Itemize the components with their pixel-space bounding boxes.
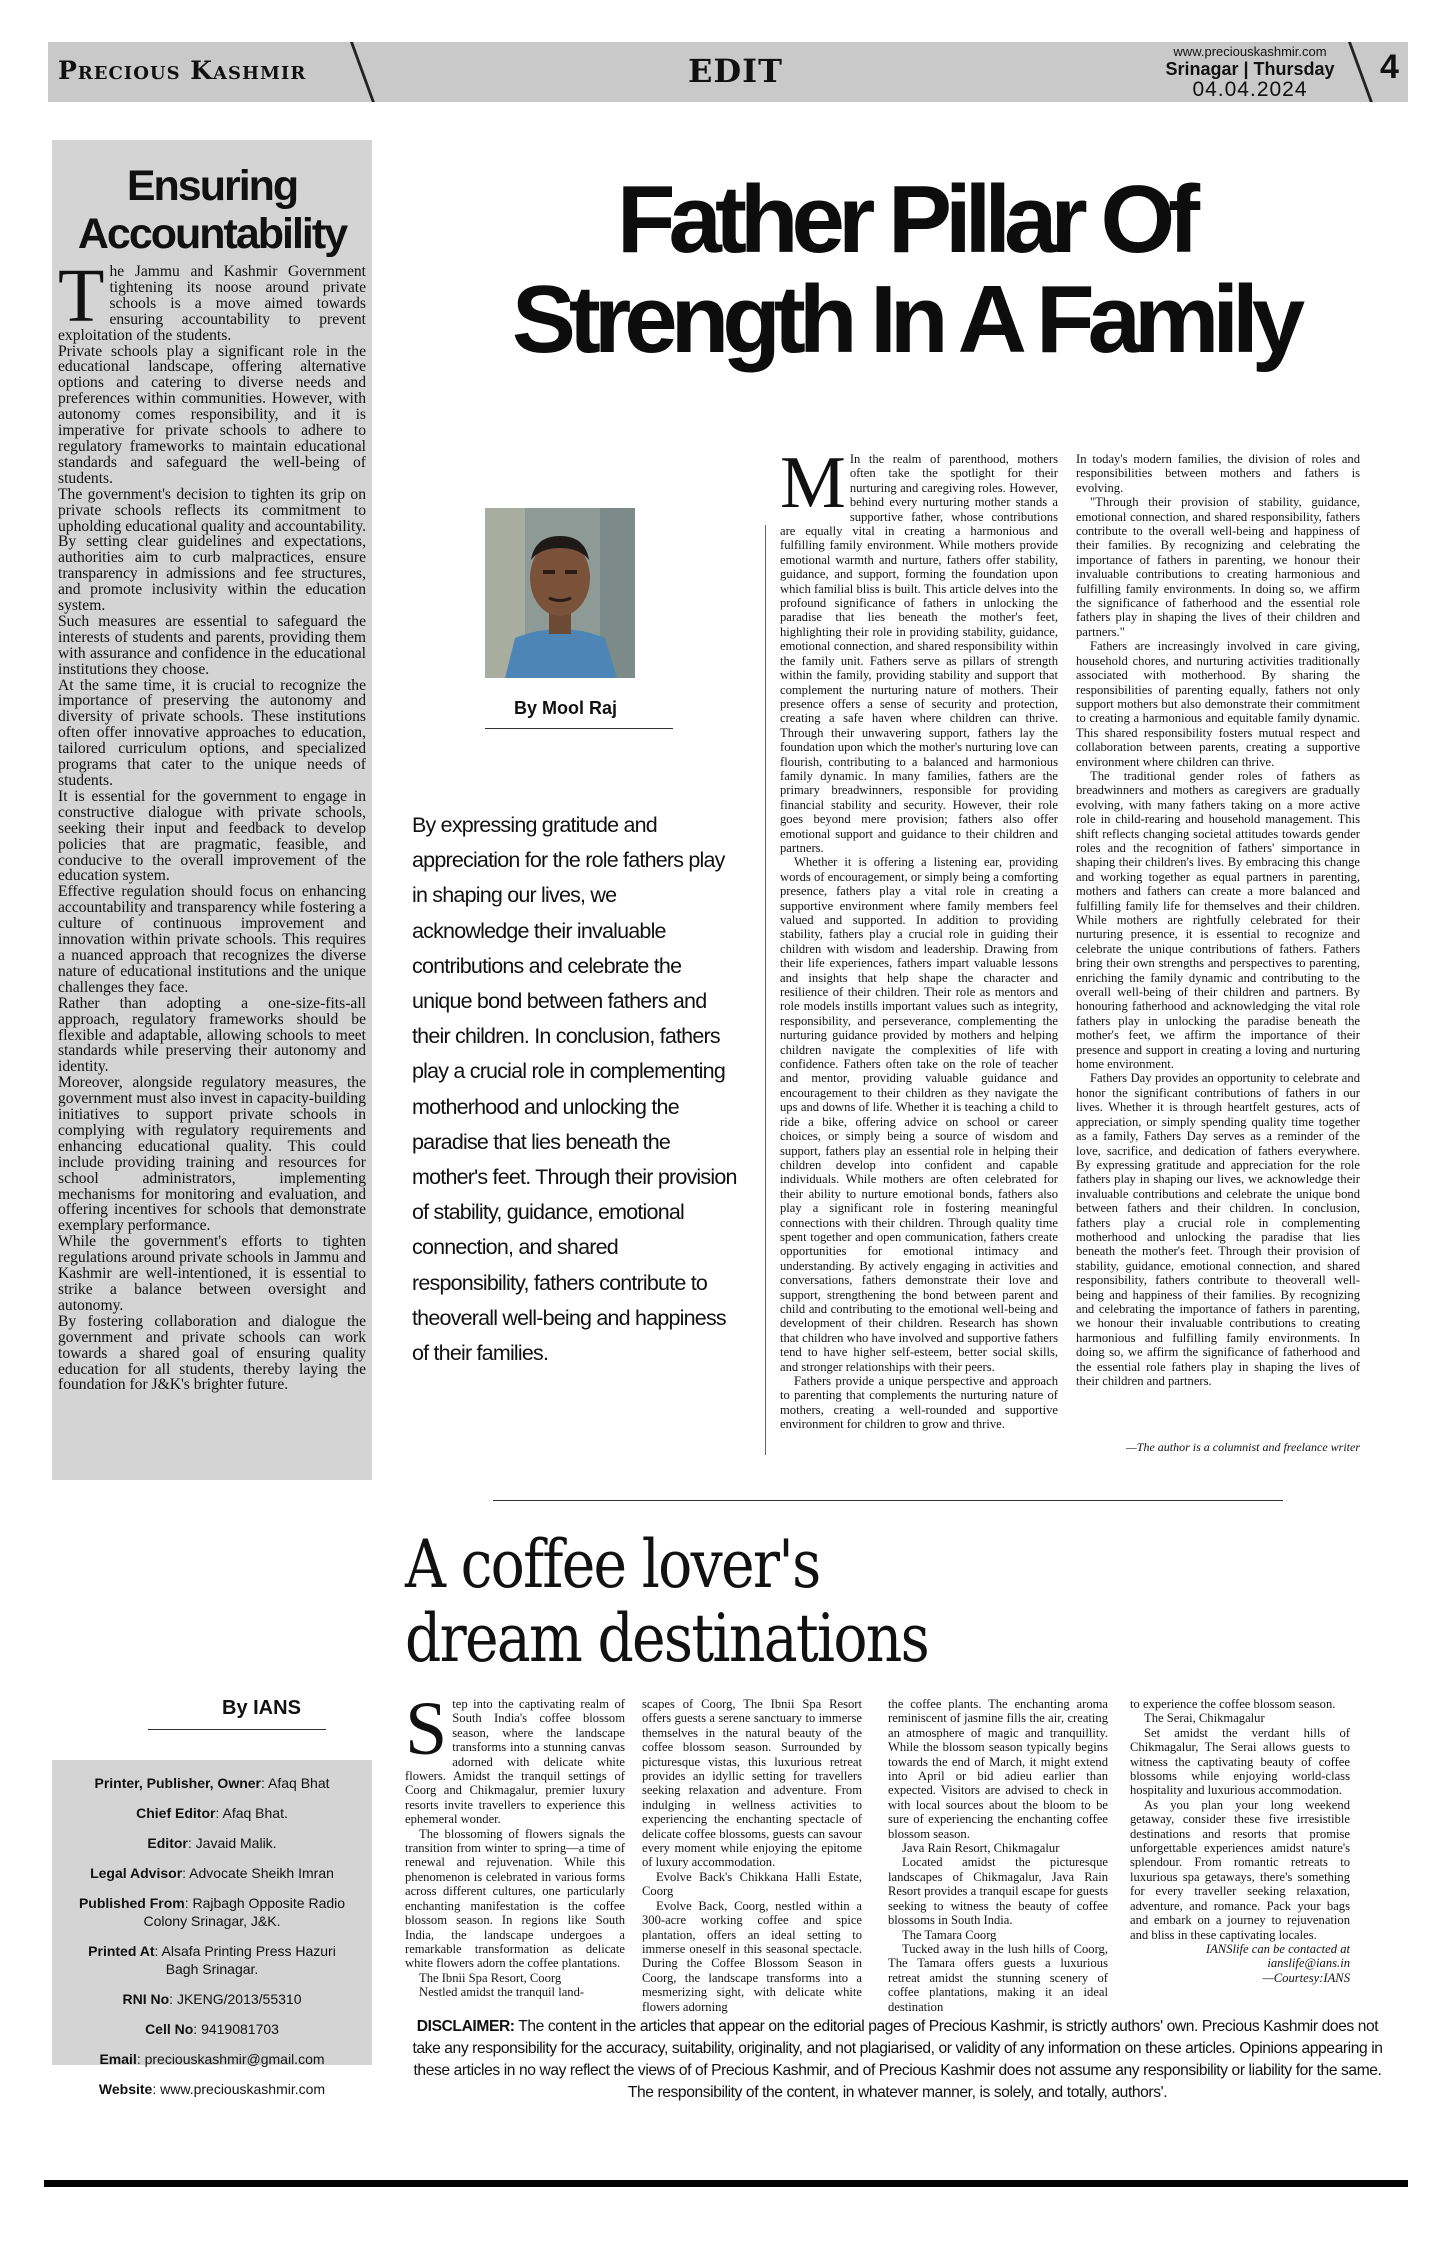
edition-info bbox=[1140, 42, 1360, 101]
editorial-paragraph: By fostering collaboration and dialogue the government and private schools can work towards a shared goal of ensuring quality education for all students, thereby laying the foundation for J&K's brighter future. bbox=[58, 1312, 366, 1394]
editorial-paragraph: While the government's efforts to tighten regulations around private schools in Jammu and Kashmir are well-intentioned, it is essential to strike a balance between oversight and autonomy. bbox=[58, 1233, 366, 1314]
coffee-subhead: Java Rain Resort, Chikmagalur bbox=[902, 1841, 1060, 1856]
author-portrait-icon bbox=[485, 508, 635, 678]
article-paragraph: The traditional gender roles of fathers as breadwinners and mothers as caregivers are gradually evolving, with many fathers taking on a more active role in child-rearing and household management. This shift reflects changing societal attitudes towards gender roles and the recognition of fathers' simportance in shaping their children's lives. By embracing this change and working together as equal partners in parenting, mothers and fathers can create a more balanced and fulfilling family life for themselves and their children. While mothers are rightfully celebrated for their nurturing presence, it is essential to recognize and celebrate the unique contributions of fathers. Fathers bring their own strengths and perspectives to parenting, enriching the family dynamic and contributing to the overall well-being of their children and partners. By honouring fatherhood and acknowledging the vital role fathers play in unlocking the paradise beneath the mother's feet, we affirm the importance of their presence and support in creating a loving and nurturing home environment. bbox=[1076, 768, 1360, 1072]
coffee-dropcap: S bbox=[405, 1687, 448, 1771]
article-paragraph: Fathers provide a unique perspective and approach to parenting that complements the nurturing nature of mothers, creating a well-rounded and supportive environment for children to grow and thrive. bbox=[780, 1374, 1058, 1432]
article-paragraph: M In the realm of parenthood, mothers often take the spotlight for their nurturing and caregiving roles. However, behind every nurturing mother stands a supportive father, whose contributions are equally vital in creating a harmonious and fulfilling family environment. While mothers provide emotional warmth and nurture, fathers offer stability, guidance, and support, forming the foundation upon which familial bliss is built. This article delves into the profound significance of fathers in unlocking the paradise that lies beneath the mother's feet, highlighting their role in providing stability, guidance, emotional connection, and shared responsibility within the family unit. Fathers serve as pillars of strength within the family, providing stability and support that complement the nurturing nature of mothers. Their presence offers a sense of security and protection, creating a safe haven where children can thrive. Through their unwavering support, fathers lay the foundation upon which the mother's nurturing love can flourish, contributing to a balanced and harmonious family dynamic. In many families, fathers are the primary breadwinners, responsible for providing financial stability and security. However, their role goes beyond mere provision; fathers also offer emotional support and guidance to their children and partners. bbox=[780, 442, 1058, 855]
article-paragraph: In today's modern families, the division of roles and responsibilities between mothers and fathers is evolving. bbox=[1076, 452, 1360, 495]
coffee-paragraph: The blossoming of flowers signals the transition from winter to spring—a time of renewal and rejuvenation. While this phenomenon is celebrated in various forms across different cultures, one particularly enchanting manifestation is the coffee blossom season. In regions like South India, the landscape undergoes a remarkable transformation as delicate white flowers adorn the coffee plantations. bbox=[405, 1826, 625, 1971]
coffee-paragraph: the coffee plants. The enchanting aroma reminiscent of jasmine fills the air, creating an atmosphere of magic and tranquillity. While the blossom season typically begins towards the end of March, it might extend into April or bid adieu earlier than expected. Visitors are advised to check in with local sources about the bloom to be sure of experiencing the enchanting coffee blossom season. bbox=[888, 1697, 1108, 1841]
coffee-column-3 bbox=[888, 1697, 1108, 2014]
imprint-box bbox=[52, 1760, 372, 2097]
disclaimer-label: DISCLAIMER: bbox=[416, 2018, 515, 2035]
editorial-paragraph: Moreover, alongside regulatory measures, the government must also invest in capacity-building initiatives to support private schools in complying with regulatory requirements and enhancing educational quality. This could include providing training and resources for school administrators, implementing mechanisms for monitoring and evaluation, and offering incentives for schools that demonstrate exemplary performance. bbox=[58, 1074, 366, 1235]
editorial-body bbox=[58, 254, 366, 1394]
coffee-courtesy: —Courtesy:IANS bbox=[1262, 1970, 1350, 1985]
section-label: EDIT bbox=[688, 52, 783, 90]
coffee-paragraph: scapes of Coorg, The Ibnii Spa Resort offers guests a serene sanctuary to immerse themselves in the natural beauty of the coffee blossom season. Surrounded by picturesque vistas, this luxurious retreat provides an idyllic setting for travellers seeking relaxation and adventure. From indulging in wellness activities to experiencing the enchanting spectacle of delicate coffee blossoms, guests can savour every moment while enjoying the epitome of luxury accommodation. bbox=[642, 1697, 862, 1870]
editorial-paragraph: It is essential for the government to engage in constructive dialogue with private schools, seeking their input and feedback to develop policies that are pragmatic, feasible, and conducive to the overall improvement of the education system. bbox=[58, 787, 366, 885]
coffee-headline bbox=[405, 1528, 1179, 1676]
editorial-paragraph: At the same time, it is crucial to recognize the importance of preserving the autonomy and diversity of private schools. These institutions often offer innovative approaches to education, tailored curriculum options, and specialized programs that cater to the unique needs of students. bbox=[58, 676, 366, 789]
imprint-row: Printer, Publisher, Owner: Afaq Bhat bbox=[94, 1775, 330, 1791]
page-number: 4 bbox=[1380, 48, 1399, 86]
main-article-column-2 bbox=[1076, 452, 1360, 1436]
coffee-subhead: The Tamara Coorg bbox=[902, 1927, 997, 1942]
article-quote-paragraph: "Through their provision of stability, guidance, emotional connection, and shared responsibility, fathers contribute to the overall well-being and happiness of their families. By recognizing and celebrating the importance of fathers in parenting, we honour their invaluable contributions to creating harmonious and fulfilling family environments. In doing so, we affirm the significance of fatherhood and the essential role fathers play in shaping the lives of their children and partners." bbox=[1076, 495, 1360, 639]
editorial-paragraph: Private schools play a significant role in the educational landscape, offering alternative options and catering to diverse needs and preferences within communities. However, with autonomy comes responsibility, and it is imperative for private schools to adhere to regulatory frameworks to maintain educational standards and safeguard the well-being of students. bbox=[58, 342, 366, 487]
coffee-subhead: Evolve Back's Chikkana Halli Estate, Coorg bbox=[642, 1869, 862, 1899]
coffee-paragraph: Set amidst the verdant hills of Chikmagalur, The Serai allows guests to witness the captivating beauty of coffee blossoms while enjoying world-class hospitality and luxurious accommodation. bbox=[1130, 1725, 1350, 1798]
main-byline: By Mool Raj bbox=[514, 698, 618, 718]
imprint-row: Legal Advisor: Advocate Sheikh Imran bbox=[90, 1865, 334, 1881]
imprint-row: RNI No: JKENG/2013/55310 bbox=[122, 1991, 302, 2007]
article-paragraph: Whether it is offering a listening ear, providing words of encouragement, or simply being a comforting presence, fathers play a vital role in creating a supportive environment where family members feel valued and supported. In addition to providing stability, fathers play a crucial role in guiding their children with wisdom and leadership. Drawing from their life experiences, fathers impart valuable lessons and insights that help shape the character and resilience of their children. Their role as mentors and role models instills important values such as integrity, responsibility, and perseverance, complementing the nurturing guidance provided by mothers and helping children navigate the complexities of life with confidence. Fathers often take on the role of teacher and mentor, providing valuable guidance and encouragement to their children as they navigate the ups and downs of life. Whether it is teaching a child to ride a bike, offering advice on school or career choices, or simply being a source of wisdom and support, fathers play an essential role in helping their children develop into confident and capable individuals. While mothers are often celebrated for their ability to nurture emotional bonds, fathers also play a significant role in fostering meaningful connections with their children. Through quality time spent together and open communication, fathers create opportunities for emotional intimacy and understanding. By actively engaging in activities and conversations, fathers demonstrate their love and support, strengthening the bond between parent and child and contributing to the emotional well-being and development of their children. Research has shown that children who have involved and supportive fathers tend to have higher self-esteem, better social skills, and stronger relationships with their peers. bbox=[780, 855, 1058, 1374]
disclaimer bbox=[405, 2016, 1390, 2104]
main-headline bbox=[405, 166, 1405, 373]
coffee-headline-line-1: A coffee lover's bbox=[405, 1526, 820, 1603]
coffee-paragraph: Located amidst the picturesque landscapes of Chikmagalur, Java Rain Resort provides a tranquil escape for guests seeking to witness the beauty of coffee blossoms in South India. bbox=[888, 1855, 1108, 1928]
editorial-dropcap: T bbox=[58, 254, 105, 338]
pull-quote: By expressing gratitude and appreciation for the role fathers play in shaping our lives, we acknowledge their invaluable contributions and celebrate the unique bond between fathers and their children. In conclusion, fathers play a crucial role in complementing motherhood and unlocking the paradise that lies beneath the mother's feet. Through their provision of stability, guidance, emotional connection, and shared responsibility, fathers contribute to theoverall well-being and happiness of their families. bbox=[412, 813, 737, 1366]
coffee-paragraph: Step into the captivating realm of South India's coffee blossom season, where the landscape transforms into a stunning canvas adorned with delicate white flowers. Amidst the tranquil settings of Coorg and Chikmagalur, premier luxury resorts invite travellers to experience this ephemeral wonder. bbox=[405, 1687, 625, 1827]
column-divider bbox=[765, 525, 766, 1455]
section-rule bbox=[493, 1500, 1283, 1501]
city-day: Srinagar | Thursday bbox=[1165, 59, 1335, 79]
editorial-paragraph: Effective regulation should focus on enhancing accountability and transparency while fostering a culture of continuous improvement and innovation within private schools. This requires a nuanced approach that recognizes the diverse nature of educational institutions and the unique challenges they face. bbox=[58, 883, 366, 996]
imprint-row: Email: preciouskashmir@gmail.com bbox=[99, 2051, 325, 2067]
coffee-paragraph: to experience the coffee blossom season. bbox=[1130, 1697, 1336, 1711]
article-paragraph: Fathers are increasingly involved in care giving, household chores, and nurturing activities traditionally associated with motherhood. By sharing the responsibilities of parenting equally, fathers not only support mothers but also demonstrate their commitment to creating a harmonious and equitable family dynamic. This shared responsibility fosters mutual respect and collaboration between parents, creating a supportive environment where children can thrive. bbox=[1076, 639, 1360, 769]
page-header bbox=[48, 42, 1408, 102]
disclaimer-text: The content in the articles that appear on the editorial pages of Precious Kashmir, is strictly authors' own. Precious Kashmir does not take any responsibility for the accuracy, suitability, originality, and not plagiarised, or validity of any information on these articles. Opinions appearing in these articles in no way reflect the views of of Precious Kashmir, and of Precious Kashmir does not assume any responsibility or liability for the same. The responsibility of the content, in whatever manner, is solely, and totally, authors'. bbox=[412, 2018, 1383, 2101]
coffee-column-2 bbox=[642, 1697, 862, 2014]
coffee-paragraph: Tucked away in the lush hills of Coorg, The Tamara offers guests a luxurious retreat amidst the stunning scenery of coffee plantations, making it an ideal destination bbox=[888, 1941, 1108, 2014]
issue-date: 04.04.2024 bbox=[1192, 78, 1308, 101]
editorial-title: Ensuring Accountability bbox=[77, 162, 347, 258]
coffee-paragraph: Nestled amidst the tranquil land- bbox=[419, 1985, 585, 2000]
headline-line-1: Father Pillar Of bbox=[616, 166, 1194, 273]
coffee-byline: By IANS bbox=[222, 1697, 301, 1719]
masthead-divider bbox=[350, 42, 375, 102]
editorial-paragraph: The Jammu and Kashmir Government tightening its noose around private schools is a move aimed towards ensuring accountability to prevent exploitation of the students. bbox=[58, 254, 366, 344]
coffee-subhead: The Serai, Chikmagalur bbox=[1144, 1711, 1265, 1726]
editorial-paragraph: The government's decision to tighten its grip on private schools reflects its commitment to upholding educational quality and accountability. By setting clear guidelines and expectations, authorities aim to curb malpractices, ensure transparency in admissions and fee structures, and promote inclusivity within the education system. bbox=[58, 485, 366, 615]
author-photo bbox=[485, 508, 635, 678]
imprint-row: Website: www.preciouskashmir.com bbox=[98, 2081, 326, 2097]
author-note: —The author is a columnist and freelance writer bbox=[1126, 1440, 1360, 1454]
coffee-paragraph: Evolve Back, Coorg, nestled within a 300-acre working coffee and spice plantation, offers an ideal setting to immerse oneself in this seasonal spectacle. During the Coffee Blossom Season in Coorg, the landscape transforms into a mesmerizing sight, with delicate white flowers adorning bbox=[642, 1898, 862, 2014]
coffee-contact: IANSlife can be contacted at ianslife@ians.in bbox=[1205, 1941, 1350, 1971]
coffee-headline-line-2: dream destinations bbox=[405, 1600, 929, 1677]
coffee-byline-rule bbox=[148, 1729, 326, 1730]
masthead: Precious Kashmir bbox=[58, 56, 307, 85]
coffee-column-1 bbox=[405, 1687, 625, 2000]
editorial-paragraph: Rather than adopting a one-size-fits-all approach, regulatory frameworks should be flexible and adaptable, allowing schools to meet standards while preserving their autonomy and identity. bbox=[58, 994, 366, 1076]
website: www.preciouskashmir.com bbox=[1173, 44, 1327, 59]
imprint-row: Editor: Javaid Malik. bbox=[147, 1835, 277, 1851]
main-article-column-1 bbox=[780, 442, 1058, 1452]
imprint-row: Printed At: Alsafa Printing Press Hazuri Bagh Srinagar. bbox=[88, 1943, 336, 1977]
imprint-row: Cell No: 9419081703 bbox=[145, 2021, 279, 2037]
article-paragraph: Fathers Day provides an opportunity to celebrate and honor the significant contributions of fathers in our lives. Whether it is through heartfelt gestures, acts of appreciation, or simply spending quality time together as a family, Fathers Day serves as a reminder of the love, sacrifice, and dedication of fathers everywhere. By expressing gratitude and appreciation for the role fathers play in shaping our lives, we acknowledge their invaluable contributions and celebrate the unique bond between fathers and their children. In conclusion, fathers play a crucial role in complementing motherhood and unlocking the paradise that lies beneath the mother's feet. Through their provision of stability, guidance, emotional connection, and shared responsibility, fathers contribute to theoverall well-being and happiness of their families. By recognizing and celebrating the importance of fathers in parenting, we honour their invaluable contributions to creating harmonious and fulfilling family environments. In doing so, we affirm the significance of fatherhood and the essential role fathers play in shaping the lives of their children and partners. bbox=[1076, 1071, 1360, 1388]
bottom-rule bbox=[44, 2180, 1408, 2187]
headline-line-2: Strength In A Family bbox=[511, 266, 1299, 373]
editorial-box bbox=[52, 140, 372, 1480]
coffee-subhead: The Ibnii Spa Resort, Coorg bbox=[419, 1970, 562, 1985]
imprint-row: Chief Editor: Afaq Bhat. bbox=[136, 1805, 288, 1821]
coffee-paragraph: As you plan your long weekend getaway, consider these five irresistible destinations and resorts that promise unforgettable experiences amidst nature's splendour. From romantic retreats to luxurious spa getaways, there's something for every traveller seeking relaxation, adventure, and romance. Pack your bags and embark on a journey to rejuvenation and bliss in these captivating locales. bbox=[1130, 1797, 1350, 1942]
imprint-row: Published From: Rajbagh Opposite Radio Colony Srinagar, J&K. bbox=[78, 1895, 346, 1929]
byline-rule bbox=[485, 728, 673, 729]
editorial-paragraph: Such measures are essential to safeguard the interests of students and parents, providing them with assurance and confidence in the educational institutions they choose. bbox=[58, 612, 366, 678]
coffee-column-4 bbox=[1130, 1697, 1350, 1997]
article-dropcap: M bbox=[780, 442, 846, 524]
